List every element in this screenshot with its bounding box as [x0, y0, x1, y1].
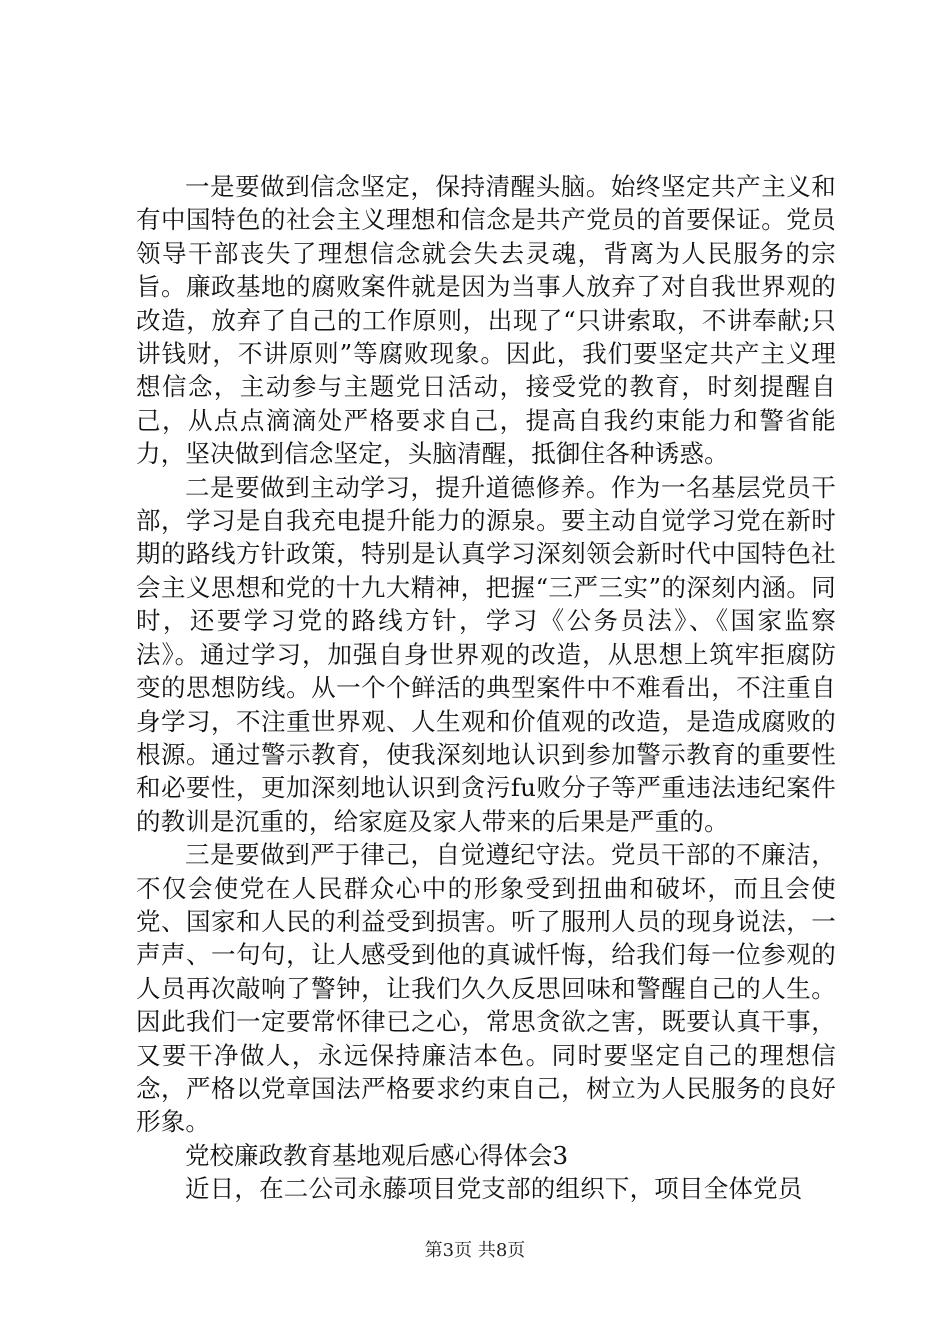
- section-title: 党校廉政教育基地观后感心得体会3: [185, 1140, 569, 1170]
- paragraph-3: 三是要做到严于律己，自觉遵纪守法。党员干部的不廉洁，不仅会使党在人民群众心中的形象受到扭曲和破坏，而且会使党、国家和人民的利益受到损害。听了服刑人员的现身说法，一声声、一句句，让人感受到他的真诚忏悔，给我们每一位参观的人员再次敲响了警钟，让我们久久反思回味和警醒自己的人生。因此我们一定要常怀律已之心，常思贪欲之害，既要认真干事，又要干净做人，永远保持廉洁本色。同时要坚定自己的理想信念，严格以党章国法严格要求约束自己，树立为人民服务的良好形象。: [136, 840, 836, 1137]
- document-body: [136, 170, 836, 1206]
- paragraph-1: 一是要做到信念坚定，保持清醒头脑。始终坚定共产主义和有中国特色的社会主义理想和信念是共产党员的首要保证。党员领导干部丧失了理想信念就会失去灵魂，背离为人民服务的宗旨。廉政基地的腐败案件就是因为当事人放弃了对自我世界观的改造，放弃了自己的工作原则，出现了“只讲索取，不讲奉献;只讲钱财，不讲原则”等腐败现象。因此，我们要坚定共产主义理想信念，主动参与主题党日活动，接受党的教育，时刻提醒自己，从点点滴滴处严格要求自己，提高自我约束能力和警省能力，坚决做到信念坚定，头脑清醒，抵御住各种诱惑。: [136, 172, 836, 469]
- page-footer: 第3页 共8页: [424, 1240, 526, 1261]
- paragraph-4: 近日，在二公司永藤项目党支部的组织下，项目全体党员: [185, 1174, 803, 1204]
- paragraph-2: 二是要做到主动学习，提升道德修养。作为一名基层党员干部，学习是自我充电提升能力的源泉。要主动自觉学习党在新时期的路线方针政策，特别是认真学习深刻领会新时代中国特色社会主义思想和党的十九大精神，把握“三严三实”的深刻内涵。同时，还要学习党的路线方针，学习《公务员法》、《国家监察法》。通过学习，加强自身世界观的改造，从思想上筑牢拒腐防变的思想防线。从一个个鲜活的典型案件中不难看出，不注重自身学习，不注重世界观、人生观和价值观的改造，是造成腐败的根源。通过警示教育，使我深刻地认识到参加警示教育的重要性和必要性，更加深刻地认识到贪污fu败分子等严重违法违纪案件的教训是沉重的，给家庭及家人带来的后果是严重的。: [136, 472, 836, 836]
